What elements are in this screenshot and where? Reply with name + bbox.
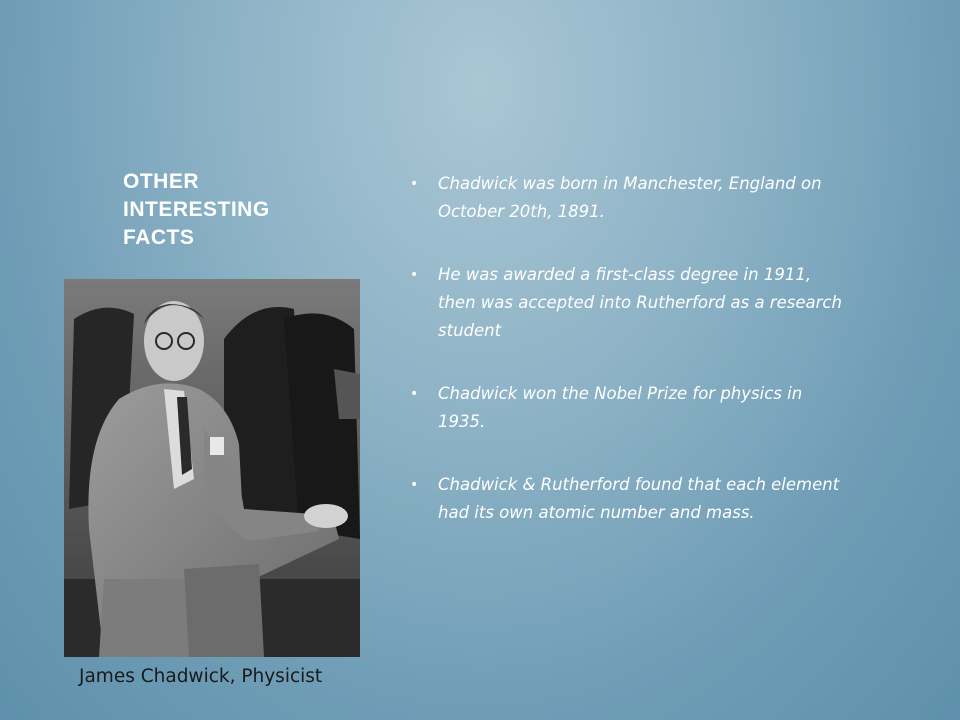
bullet-text: Chadwick was born in Manchester, England on October 20th, 1891.	[438, 174, 822, 221]
slide-title: OTHER INTERESTING FACTS	[123, 170, 270, 249]
portrait-photo	[64, 279, 360, 657]
bullet-list	[410, 170, 850, 562]
bullet-item-nobel	[410, 380, 850, 436]
bullet-marker: •	[410, 477, 419, 493]
bullet-text: Chadwick & Rutherford found that each element had its own atomic number and mass.	[438, 475, 840, 522]
bullet-marker: •	[410, 176, 419, 192]
photo-caption: James Chadwick, Physicist	[79, 666, 323, 687]
bullet-text: He was awarded a first-class degree in 1911, then was accepted into Rutherford as a research student	[438, 265, 842, 340]
bullet-text: Chadwick won the Nobel Prize for physics in 1935.	[438, 384, 803, 431]
bullet-item-atomic	[410, 471, 850, 527]
bullet-marker: •	[410, 386, 419, 402]
bullet-marker: •	[410, 267, 419, 283]
bullet-item-birth	[410, 170, 850, 226]
bullet-item-degree	[410, 261, 850, 345]
